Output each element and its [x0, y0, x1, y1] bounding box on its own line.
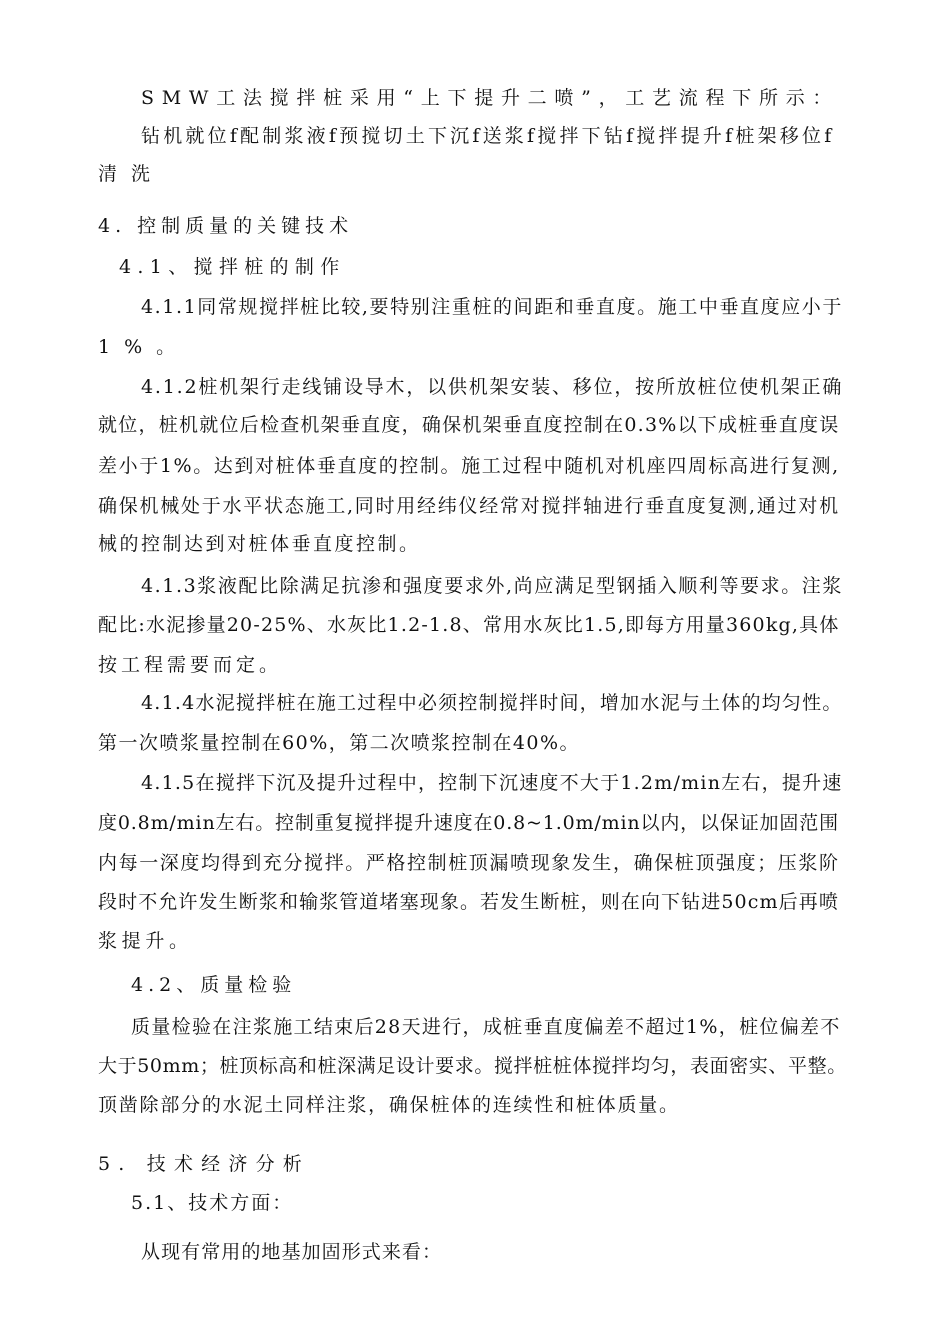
section-heading-5: 5. 技术经济分析 [98, 1153, 310, 1175]
paragraph-quality-inspection: 大于50mm；桩顶标高和桩深满足设计要求。搅拌桩桩体搅拌均匀，表面密实、平整。 [98, 1055, 847, 1077]
process-flow-line: 钻机就位f配制浆液f预搅切土下沉f送浆f搅拌下钻f搅拌提升f桩架移位f [141, 125, 835, 147]
paragraph-4-1-5: 段时不允许发生断浆和输浆管道堵塞现象。若发生断桩，则在向下钻进50cm后再喷 [98, 891, 839, 913]
paragraph-4-1-5: 浆提升。 [98, 930, 193, 952]
paragraph-4-1-2: 差小于1%。达到对桩体垂直度的控制。施工过程中随机对机座四周标高进行复测, [98, 455, 840, 477]
paragraph-4-1-5: 度0.8m/min左右。控制重复搅拌提升速度在0.8~1.0m/min以内，以保证加固范围 [98, 812, 839, 834]
paragraph-4-1-3: 配比:水泥掺量20-25%、水灰比1.2-1.8、常用水灰比1.5,即每方用量360kg,具体 [98, 614, 840, 636]
paragraph-4-1-5: 内每一深度均得到充分搅拌。严格控制桩顶漏喷现象发生，确保桩顶强度；压浆阶 [98, 852, 840, 874]
paragraph-4-1-5: 4.1.5在搅拌下沉及提升过程中，控制下沉速度不大于1.2m/min左右，提升速 [141, 772, 843, 794]
paragraph-4-1-3: 按工程需要而定。 [98, 654, 283, 676]
paragraph-4-1-2: 械的控制达到对桩体垂直度控制。 [98, 533, 421, 555]
paragraph-4-1-3: 4.1.3浆液配比除满足抗渗和强度要求外,尚应满足型钢插入顺利等要求。注浆 [141, 575, 843, 597]
paragraph-4-1-1: 4.1.1同常规搅拌桩比较,要特别注重桩的间距和垂直度。施工中垂直度应小于 [141, 296, 843, 318]
paragraph-technical: 从现有常用的地基加固形式来看： [141, 1241, 443, 1263]
paragraph-4-1-2: 就位，桩机就位后检查机架垂直度，确保机架垂直度控制在0.3%以下成桩垂直度误 [98, 414, 840, 436]
subsection-heading-4-2: 4.2、质量检验 [131, 974, 297, 996]
subsection-heading-5-1: 5.1、技术方面： [131, 1192, 294, 1214]
process-flow-line-end: 清洗 [98, 163, 165, 185]
paragraph-quality-inspection: 顶凿除部分的水泥土同样注浆，确保桩体的连续性和桩体质量。 [98, 1094, 680, 1116]
paragraph-quality-inspection: 质量检验在注浆施工结束后28天进行，成桩垂直度偏差不超过1%，桩位偏差不 [131, 1016, 841, 1038]
section-heading-4: 4. 控制质量的关键技术 [98, 215, 354, 237]
subsection-heading-4-1: 4.1、搅拌桩的制作 [119, 256, 346, 278]
paragraph-4-1-1: 1%。 [98, 336, 190, 358]
paragraph-4-1-4: 4.1.4水泥搅拌桩在施工过程中必须控制搅拌时间，增加水泥与土体的均匀性。 [141, 692, 843, 714]
paragraph-4-1-2: 确保机械处于水平状态施工,同时用经纬仪经常对搅拌轴进行垂直度复测,通过对机 [98, 495, 840, 517]
paragraph-4-1-4: 第一次喷浆量控制在60%，第二次喷浆控制在40%。 [98, 732, 580, 754]
paragraph-4-1-2: 4.1.2桩机架行走线铺设导木，以供机架安装、移位，按所放桩位使机架正确 [141, 376, 844, 398]
intro-line: SMW工法搅拌桩采用“上下提升二喷”，工艺流程下所示： [141, 87, 840, 109]
